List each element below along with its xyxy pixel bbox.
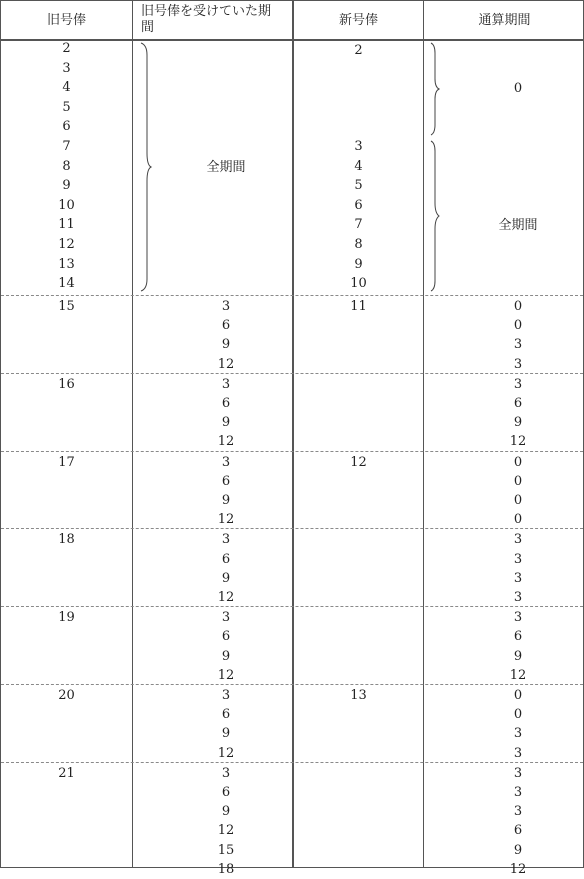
group-total-value: 0 — [513, 512, 523, 528]
group-period-value: 3 — [221, 610, 231, 626]
old-grade-value: 2 — [62, 41, 71, 56]
group-period-value: 9 — [221, 804, 231, 820]
header-new-grade: 新号俸 — [338, 13, 378, 28]
group-total-value: 12 — [509, 861, 527, 877]
old-grade-value: 14 — [58, 276, 75, 292]
group-period-value: 12 — [217, 745, 235, 761]
group-period-value: 3 — [221, 765, 231, 781]
group-period-value: 6 — [221, 318, 231, 334]
old-grade-value: 8 — [62, 158, 71, 174]
old-grade-value: 3 — [62, 60, 71, 76]
group-period-value: 9 — [221, 415, 231, 431]
group-total-value: 6 — [513, 823, 523, 839]
old-grade-value: 4 — [62, 80, 71, 96]
group-period-value: 12 — [217, 356, 235, 372]
group-period-value: 12 — [217, 667, 235, 683]
header-old-grade: 旧号俸 — [46, 13, 86, 28]
group-period-value: 6 — [221, 707, 231, 723]
group-total-value: 3 — [513, 804, 523, 820]
new-grade-value: 9 — [354, 256, 363, 272]
group-total-value: 9 — [513, 842, 523, 858]
group-new-grade: 12 — [350, 454, 367, 470]
group-separator — [1, 762, 583, 763]
group-period-value: 6 — [221, 473, 231, 489]
group-period-value: 3 — [221, 299, 231, 314]
new-grade-value: 7 — [354, 217, 363, 233]
new-grade-value: 6 — [354, 197, 363, 213]
group-old-grade: 18 — [58, 532, 75, 548]
group-period-value: 6 — [221, 551, 231, 567]
group-total-value: 9 — [513, 415, 523, 431]
group-total-value: 0 — [513, 473, 523, 489]
group-old-grade: 16 — [58, 376, 75, 392]
old-grade-value: 5 — [62, 99, 71, 115]
column-divider — [132, 1, 133, 867]
group-total-value: 6 — [513, 629, 523, 645]
group-period-value: 9 — [221, 493, 231, 508]
group-period-value: 18 — [217, 861, 235, 877]
old-grade-value: 13 — [58, 256, 75, 272]
total-rest-label: 全期間 — [498, 218, 538, 233]
group-total-value: 3 — [513, 590, 523, 605]
header-period-line1: 旧号俸を受けていた期 — [141, 4, 272, 19]
group-period-value: 12 — [217, 823, 235, 839]
group-separator — [1, 295, 583, 296]
old-grade-value: 11 — [58, 217, 75, 233]
group-period-value: 3 — [221, 454, 231, 470]
new-grade-value: 3 — [354, 139, 363, 154]
group-total-value: 3 — [513, 356, 523, 372]
total-brace-upper — [429, 41, 443, 137]
group-period-value: 9 — [221, 337, 231, 353]
group-total-value: 3 — [513, 785, 523, 800]
group-period-value: 3 — [221, 532, 231, 548]
old-grade-value: 10 — [58, 197, 75, 213]
total-first-value: 0 — [513, 81, 523, 96]
group-period-value: 6 — [221, 629, 231, 645]
group-total-value: 9 — [513, 648, 523, 664]
new-grade-value: 10 — [350, 276, 367, 292]
group-total-value: 3 — [513, 726, 523, 742]
group-total-value: 6 — [513, 396, 523, 411]
header-period-line2: 間 — [141, 20, 155, 35]
group-separator — [1, 451, 583, 452]
group-period-value: 6 — [221, 396, 231, 411]
old-grade-value: 9 — [62, 178, 71, 194]
group-old-grade: 21 — [58, 765, 75, 781]
group-total-value: 3 — [513, 337, 523, 353]
group-old-grade: 19 — [58, 610, 75, 626]
new-grade-value: 4 — [354, 158, 363, 174]
group-total-value: 3 — [513, 551, 523, 567]
header-total-period: 通算期間 — [478, 13, 531, 28]
group-period-value: 9 — [221, 570, 231, 586]
header-period — [141, 4, 291, 36]
new-grade-first: 2 — [354, 43, 363, 58]
old-grade-value: 12 — [58, 237, 75, 252]
period-all-label: 全期間 — [206, 160, 246, 175]
group-period-value: 9 — [221, 726, 231, 742]
group-separator — [1, 373, 583, 374]
group-total-value: 0 — [513, 318, 523, 334]
column-divider — [292, 1, 294, 867]
new-grade-value: 5 — [354, 178, 363, 194]
old-grade-value: 6 — [62, 119, 71, 135]
group-total-value: 0 — [513, 493, 523, 508]
group-separator — [1, 528, 583, 529]
group-period-value: 3 — [221, 688, 231, 703]
group-old-grade: 15 — [58, 299, 75, 314]
group-total-value: 3 — [513, 610, 523, 626]
old-grade-value: 7 — [62, 139, 71, 154]
group-period-value: 15 — [217, 842, 235, 858]
group-new-grade: 13 — [350, 688, 367, 703]
group-period-value: 3 — [221, 376, 231, 392]
column-divider — [423, 1, 424, 867]
group-total-value: 12 — [509, 667, 527, 683]
group-total-value: 0 — [513, 688, 523, 703]
period-brace — [139, 41, 153, 293]
group-total-value: 0 — [513, 299, 523, 314]
group-total-value: 3 — [513, 570, 523, 586]
group-new-grade: 11 — [350, 299, 367, 314]
group-separator — [1, 684, 583, 685]
group-period-value: 6 — [221, 785, 231, 800]
group-old-grade: 20 — [58, 688, 75, 703]
group-total-value: 3 — [513, 532, 523, 548]
group-old-grade: 17 — [58, 454, 75, 470]
new-grade-value: 8 — [354, 237, 363, 252]
group-period-value: 12 — [217, 434, 235, 450]
group-total-value: 12 — [509, 434, 527, 450]
group-separator — [1, 606, 583, 607]
group-period-value: 9 — [221, 648, 231, 664]
group-total-value: 3 — [513, 745, 523, 761]
group-period-value: 12 — [217, 590, 235, 605]
group-total-value: 3 — [513, 765, 523, 781]
group-total-value: 0 — [513, 707, 523, 723]
group-total-value: 3 — [513, 376, 523, 392]
group-period-value: 12 — [217, 512, 235, 528]
group-total-value: 0 — [513, 454, 523, 470]
total-brace-lower — [429, 139, 443, 293]
